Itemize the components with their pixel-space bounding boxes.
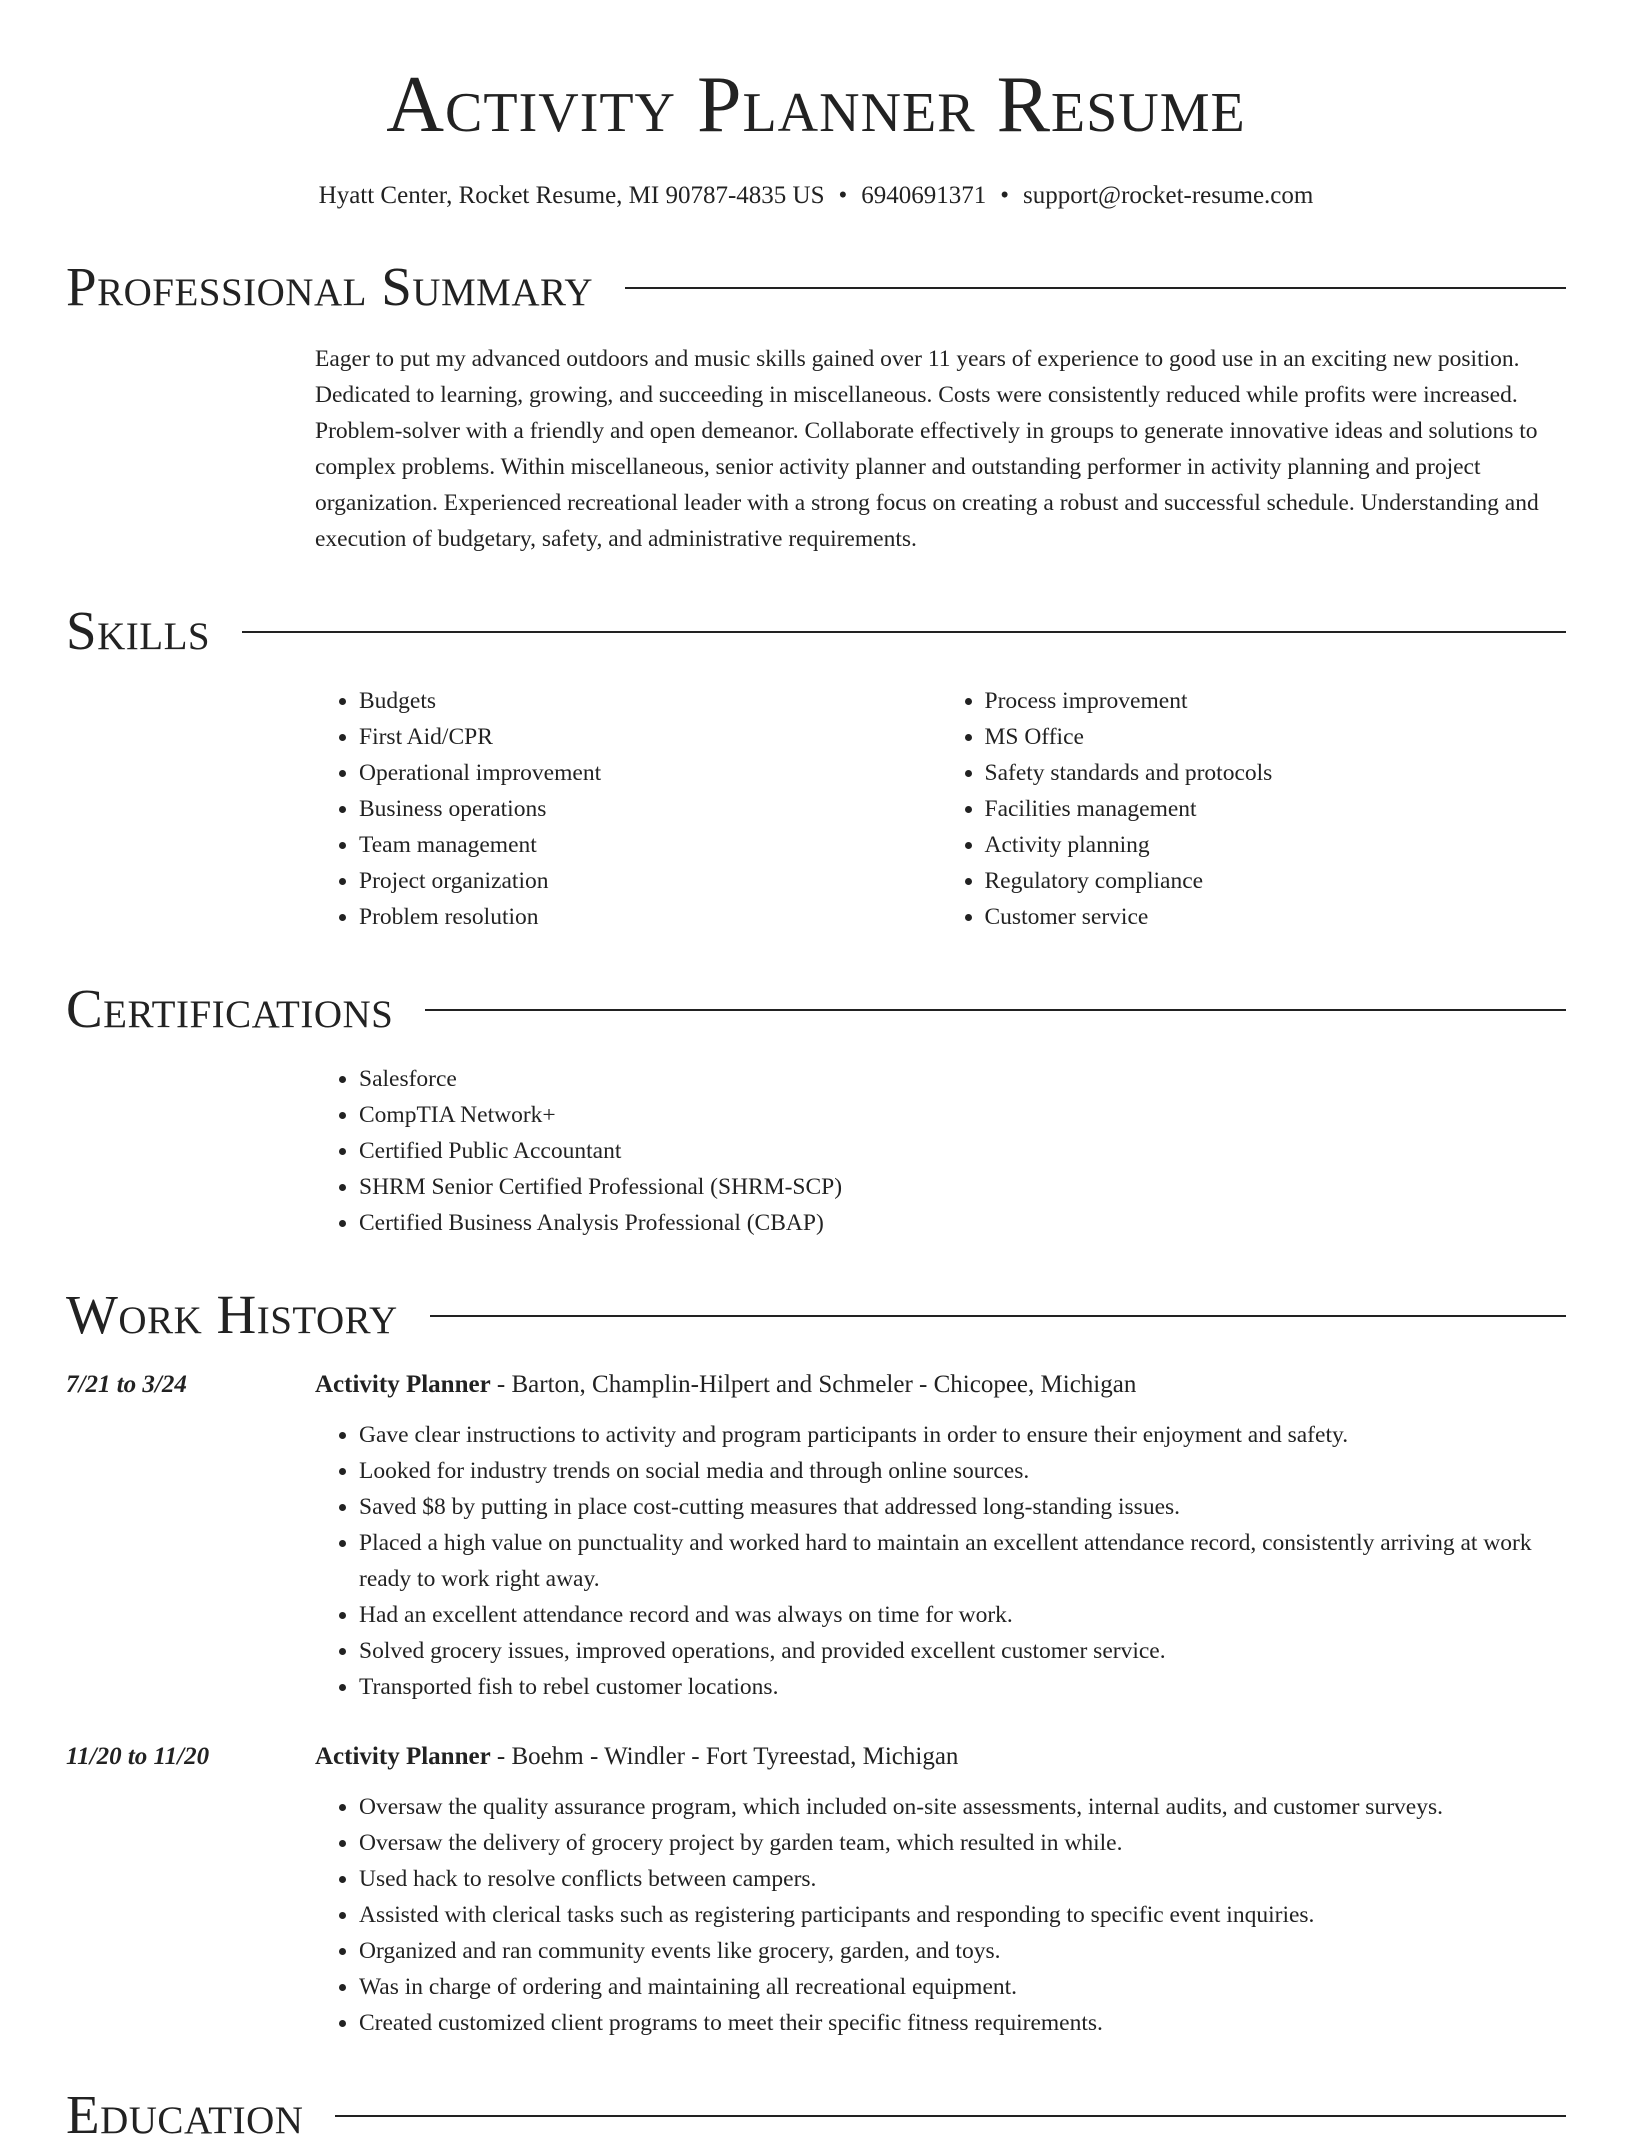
skill-item: • First Aid/CPR [359, 719, 941, 755]
section-divider [335, 2115, 1566, 2117]
contact-separator: • [1000, 182, 1010, 209]
skill-item: • Facilities management [985, 791, 1567, 827]
skill-item: • Customer service [985, 899, 1567, 935]
skill-item: • Budgets [359, 683, 941, 719]
job-entry [66, 1367, 1566, 1705]
section-title-work-history: Work History [66, 1284, 398, 1345]
job-duty-item: • Looked for industry trends on social media and through online sources. [359, 1453, 1566, 1489]
job-duties-list [315, 1417, 1566, 1705]
skill-item: • Business operations [359, 791, 941, 827]
section-header-summary [66, 255, 1566, 319]
certification-item: • CompTIA Network+ [359, 1097, 1566, 1133]
summary-text: Eager to put my advanced outdoors and music skills gained over 11 years of experience to good use in an exciting new position. Dedicated to learning, growing, and succeeding in miscellaneous. Costs were consistently reduced while profits were increased. Problem-solver with a friendly and open demeanor. Collaborate effectively in groups to generate innovative ideas and solutions to complex problems. Within miscellaneous, senior activity planner and outstanding performer in activity planning and project organization. Experienced recreational leader with a strong focus on creating a robust and successful schedule. Understanding and execution of budgetary, safety, and administrative requirements. [315, 346, 1539, 552]
skill-item: • Project organization [359, 863, 941, 899]
section-divider [242, 631, 1566, 633]
job-duty-item: • Oversaw the quality assurance program, which included on-site assessments, internal audits, and customer surveys. [359, 1789, 1566, 1825]
section-divider [425, 1009, 1566, 1011]
job-dates: 11/20 to 11/20 [66, 1743, 210, 1770]
section-title-summary: Professional Summary [66, 256, 594, 317]
job-title-line [315, 1367, 1136, 1403]
job-duty-item: • Solved grocery issues, improved operations, and provided excellent customer service. [359, 1633, 1566, 1669]
job-duty-item: • Oversaw the delivery of grocery project by garden team, which resulted in while. [359, 1825, 1566, 1861]
job-header [66, 1739, 1566, 1775]
job-duties [315, 1789, 1566, 2041]
job-duty-item: • Organized and ran community events like grocery, garden, and toys. [359, 1933, 1566, 1969]
job-duties [315, 1417, 1566, 1705]
resume-title: Activity Planner Resume [386, 61, 1246, 149]
skill-item: • MS Office [985, 719, 1567, 755]
contact-line [66, 179, 1566, 213]
section-header-skills [66, 599, 1566, 663]
certification-item: • Certified Business Analysis Professional (CBAP) [359, 1205, 1566, 1241]
job-employer: - Barton, Champlin-Hilpert and Schmeler - Chicopee, Michigan [490, 1371, 1137, 1398]
skill-item: • Problem resolution [359, 899, 941, 935]
skills-list-left [315, 683, 941, 935]
job-duty-item: • Transported fish to rebel customer locations. [359, 1669, 1566, 1705]
job-entry [66, 1739, 1566, 2041]
skill-item: • Safety standards and protocols [985, 755, 1567, 791]
section-divider [625, 287, 1566, 289]
section-header-work-history [66, 1283, 1566, 1347]
job-duty-item: • Used hack to resolve conflicts between campers. [359, 1861, 1566, 1897]
skill-item: • Activity planning [985, 827, 1567, 863]
job-duty-item: • Was in charge of ordering and maintaining all recreational equipment. [359, 1969, 1566, 2005]
section-title-education: Education [66, 2084, 304, 2145]
job-employer: - Boehm - Windler - Fort Tyreestad, Michigan [490, 1743, 959, 1770]
section-title-certifications: Certifications [66, 978, 394, 1039]
skill-item: • Regulatory compliance [985, 863, 1567, 899]
job-duty-item: • Placed a high value on punctuality and worked hard to maintain an excellent attendance record, consistently arriving at work ready to work right away. [359, 1525, 1566, 1597]
contact-phone: 6940691371 [861, 182, 987, 209]
job-duties-list [315, 1789, 1566, 2041]
job-duty-item: • Created customized client programs to meet their specific fitness requirements. [359, 2005, 1566, 2041]
job-duty-item: • Assisted with clerical tasks such as registering participants and responding to specific event inquiries. [359, 1897, 1566, 1933]
job-dates: 7/21 to 3/24 [66, 1371, 187, 1398]
certifications-block [315, 1061, 1566, 1241]
skill-item: • Process improvement [985, 683, 1567, 719]
certification-item: • Salesforce [359, 1061, 1566, 1097]
contact-separator: • [838, 182, 848, 209]
skills-list-right [941, 683, 1567, 935]
certifications-list [315, 1061, 1566, 1241]
job-duty-item: • Had an excellent attendance record and was always on time for work. [359, 1597, 1566, 1633]
skills-grid [315, 683, 1566, 935]
certification-item: • Certified Public Accountant [359, 1133, 1566, 1169]
job-duty-item: • Gave clear instructions to activity and program participants in order to ensure their enjoyment and safety. [359, 1417, 1566, 1453]
skill-item: • Team management [359, 827, 941, 863]
section-divider [430, 1315, 1566, 1317]
job-header [66, 1367, 1566, 1403]
section-header-education [66, 2083, 1566, 2147]
contact-email[interactable]: support@rocket-resume.com [1023, 182, 1314, 209]
section-header-certifications [66, 977, 1566, 1041]
section-title-skills: Skills [66, 600, 211, 661]
job-role: Activity Planner [315, 1371, 491, 1398]
job-role: Activity Planner [315, 1743, 491, 1770]
certification-item: • SHRM Senior Certified Professional (SHRM-SCP) [359, 1169, 1566, 1205]
job-duty-item: • Saved $8 by putting in place cost-cutting measures that addressed long-standing issues. [359, 1489, 1566, 1525]
skill-item: • Operational improvement [359, 755, 941, 791]
contact-address: Hyatt Center, Rocket Resume, MI 90787-4835 US [318, 182, 825, 209]
job-title-line [315, 1739, 958, 1775]
